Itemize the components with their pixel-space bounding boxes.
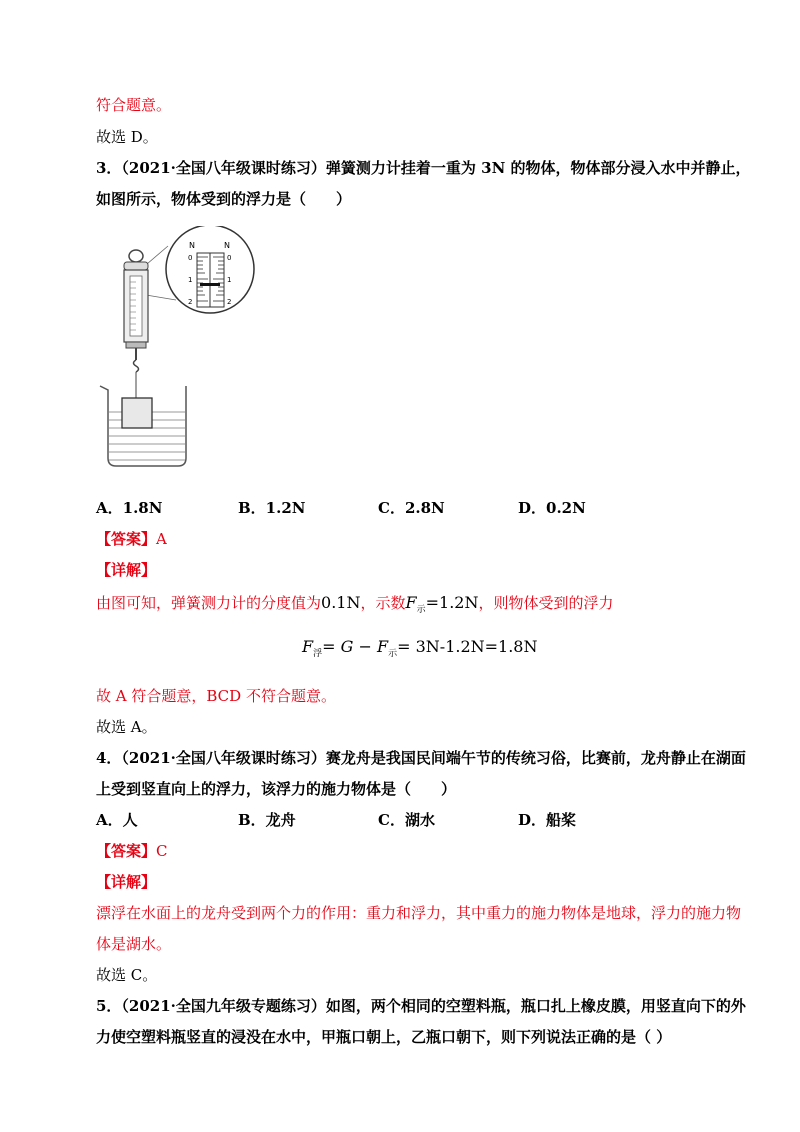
q3-option-a[interactable]: A．1.8N bbox=[96, 499, 163, 517]
formula-end: = 3N-1.2N=1.8N bbox=[397, 637, 538, 656]
continuation-text: 符合题意。 bbox=[96, 96, 172, 114]
tick-left-1: 1 bbox=[188, 276, 193, 284]
q3-option-b[interactable]: B．1.2N bbox=[238, 499, 306, 517]
answer-tag: 【答案】 bbox=[96, 842, 157, 860]
q4-detail-line2: 体是湖水。 bbox=[96, 935, 172, 953]
reading-sub: 示 bbox=[416, 605, 426, 616]
select-d-text: 故选 D。 bbox=[96, 128, 158, 146]
q4-answer bbox=[96, 840, 168, 862]
unit-right-label: N bbox=[224, 241, 230, 250]
q3-detail-text bbox=[96, 592, 613, 621]
q4-option-d[interactable]: D．船桨 bbox=[518, 811, 577, 829]
q3-option-d[interactable]: D．0.2N bbox=[518, 499, 586, 517]
division-value: 0.1N bbox=[321, 593, 361, 612]
formula-f1: F bbox=[302, 637, 314, 656]
spring-scale-diagram bbox=[96, 226, 266, 470]
formula-sub1: 浮 bbox=[313, 649, 323, 660]
tick-right-0: 0 bbox=[227, 254, 232, 262]
tick-right-2: 2 bbox=[227, 298, 232, 306]
detail-part3: ，则物体受到的浮力 bbox=[478, 594, 614, 612]
formula-f2: F bbox=[376, 637, 389, 656]
q3-stem-line1: 3．（2021·全国八年级课时练习）弹簧测力计挂着一重为 3N 的物体，物体部分浸入水中并静止， bbox=[96, 159, 751, 177]
q4-detail-tag: 【详解】 bbox=[96, 873, 157, 891]
formula-mid: = G − bbox=[322, 637, 377, 656]
q3-option-c[interactable]: C．2.8N bbox=[378, 499, 445, 517]
formula-sub2: 示 bbox=[388, 649, 398, 660]
q4-option-b[interactable]: B．龙舟 bbox=[238, 811, 296, 829]
q4-detail-line1: 漂浮在水面上的龙舟受到两个力的作用：重力和浮力，其中重力的施力物体是地球，浮力的施力物 bbox=[96, 904, 742, 922]
reading-expr bbox=[405, 593, 479, 616]
tick-left-2: 2 bbox=[188, 298, 193, 306]
buoyancy-formula bbox=[302, 636, 537, 665]
q4-select: 故选 C。 bbox=[96, 966, 158, 984]
q4-stem-line2: 上受到竖直向上的浮力，该浮力的施力物体是（ ） bbox=[96, 780, 457, 798]
hook-ring bbox=[129, 250, 143, 262]
q4-stem-line1: 4．（2021·全国八年级课时练习）赛龙舟是我国民间端午节的传统习俗，比赛前，龙舟静止在湖面 bbox=[96, 749, 746, 767]
unit-left-label: N bbox=[189, 241, 195, 250]
q3-detail-tag: 【详解】 bbox=[96, 561, 157, 579]
immersed-block bbox=[122, 398, 152, 428]
q4-option-c[interactable]: C．湖水 bbox=[378, 811, 435, 829]
reading-value: =1.2N bbox=[425, 593, 479, 612]
answer-value: C bbox=[156, 842, 168, 860]
spring-scale-figure bbox=[96, 226, 266, 474]
q3-conclusion: 故 A 符合题意，BCD 不符合题意。 bbox=[96, 687, 336, 705]
q5-stem-line1: 5．（2021·全国九年级专题练习）如图，两个相同的空塑料瓶，瓶口扎上橡皮膜，用竖直向下的外 bbox=[96, 997, 746, 1015]
tick-right-1: 1 bbox=[227, 276, 232, 284]
answer-tag: 【答案】 bbox=[96, 530, 157, 548]
reading-f: F bbox=[405, 593, 417, 612]
detail-part1: 由图可知，弹簧测力计的分度值为 bbox=[96, 594, 322, 612]
q3-stem-line2: 如图所示，物体受到的浮力是（ ） bbox=[96, 190, 352, 208]
hook bbox=[134, 360, 139, 372]
answer-value: A bbox=[156, 530, 167, 548]
pointer bbox=[200, 283, 220, 286]
tick-left-0: 0 bbox=[188, 254, 193, 262]
detail-part2: ，示数 bbox=[360, 594, 406, 612]
q3-select: 故选 A。 bbox=[96, 718, 157, 736]
q5-stem-line2: 力使空塑料瓶竖直的浸没在水中，甲瓶口朝上，乙瓶口朝下，则下列说法正确的是（ ） bbox=[96, 1028, 672, 1046]
q4-option-a[interactable]: A．人 bbox=[96, 811, 138, 829]
q3-answer bbox=[96, 528, 167, 550]
